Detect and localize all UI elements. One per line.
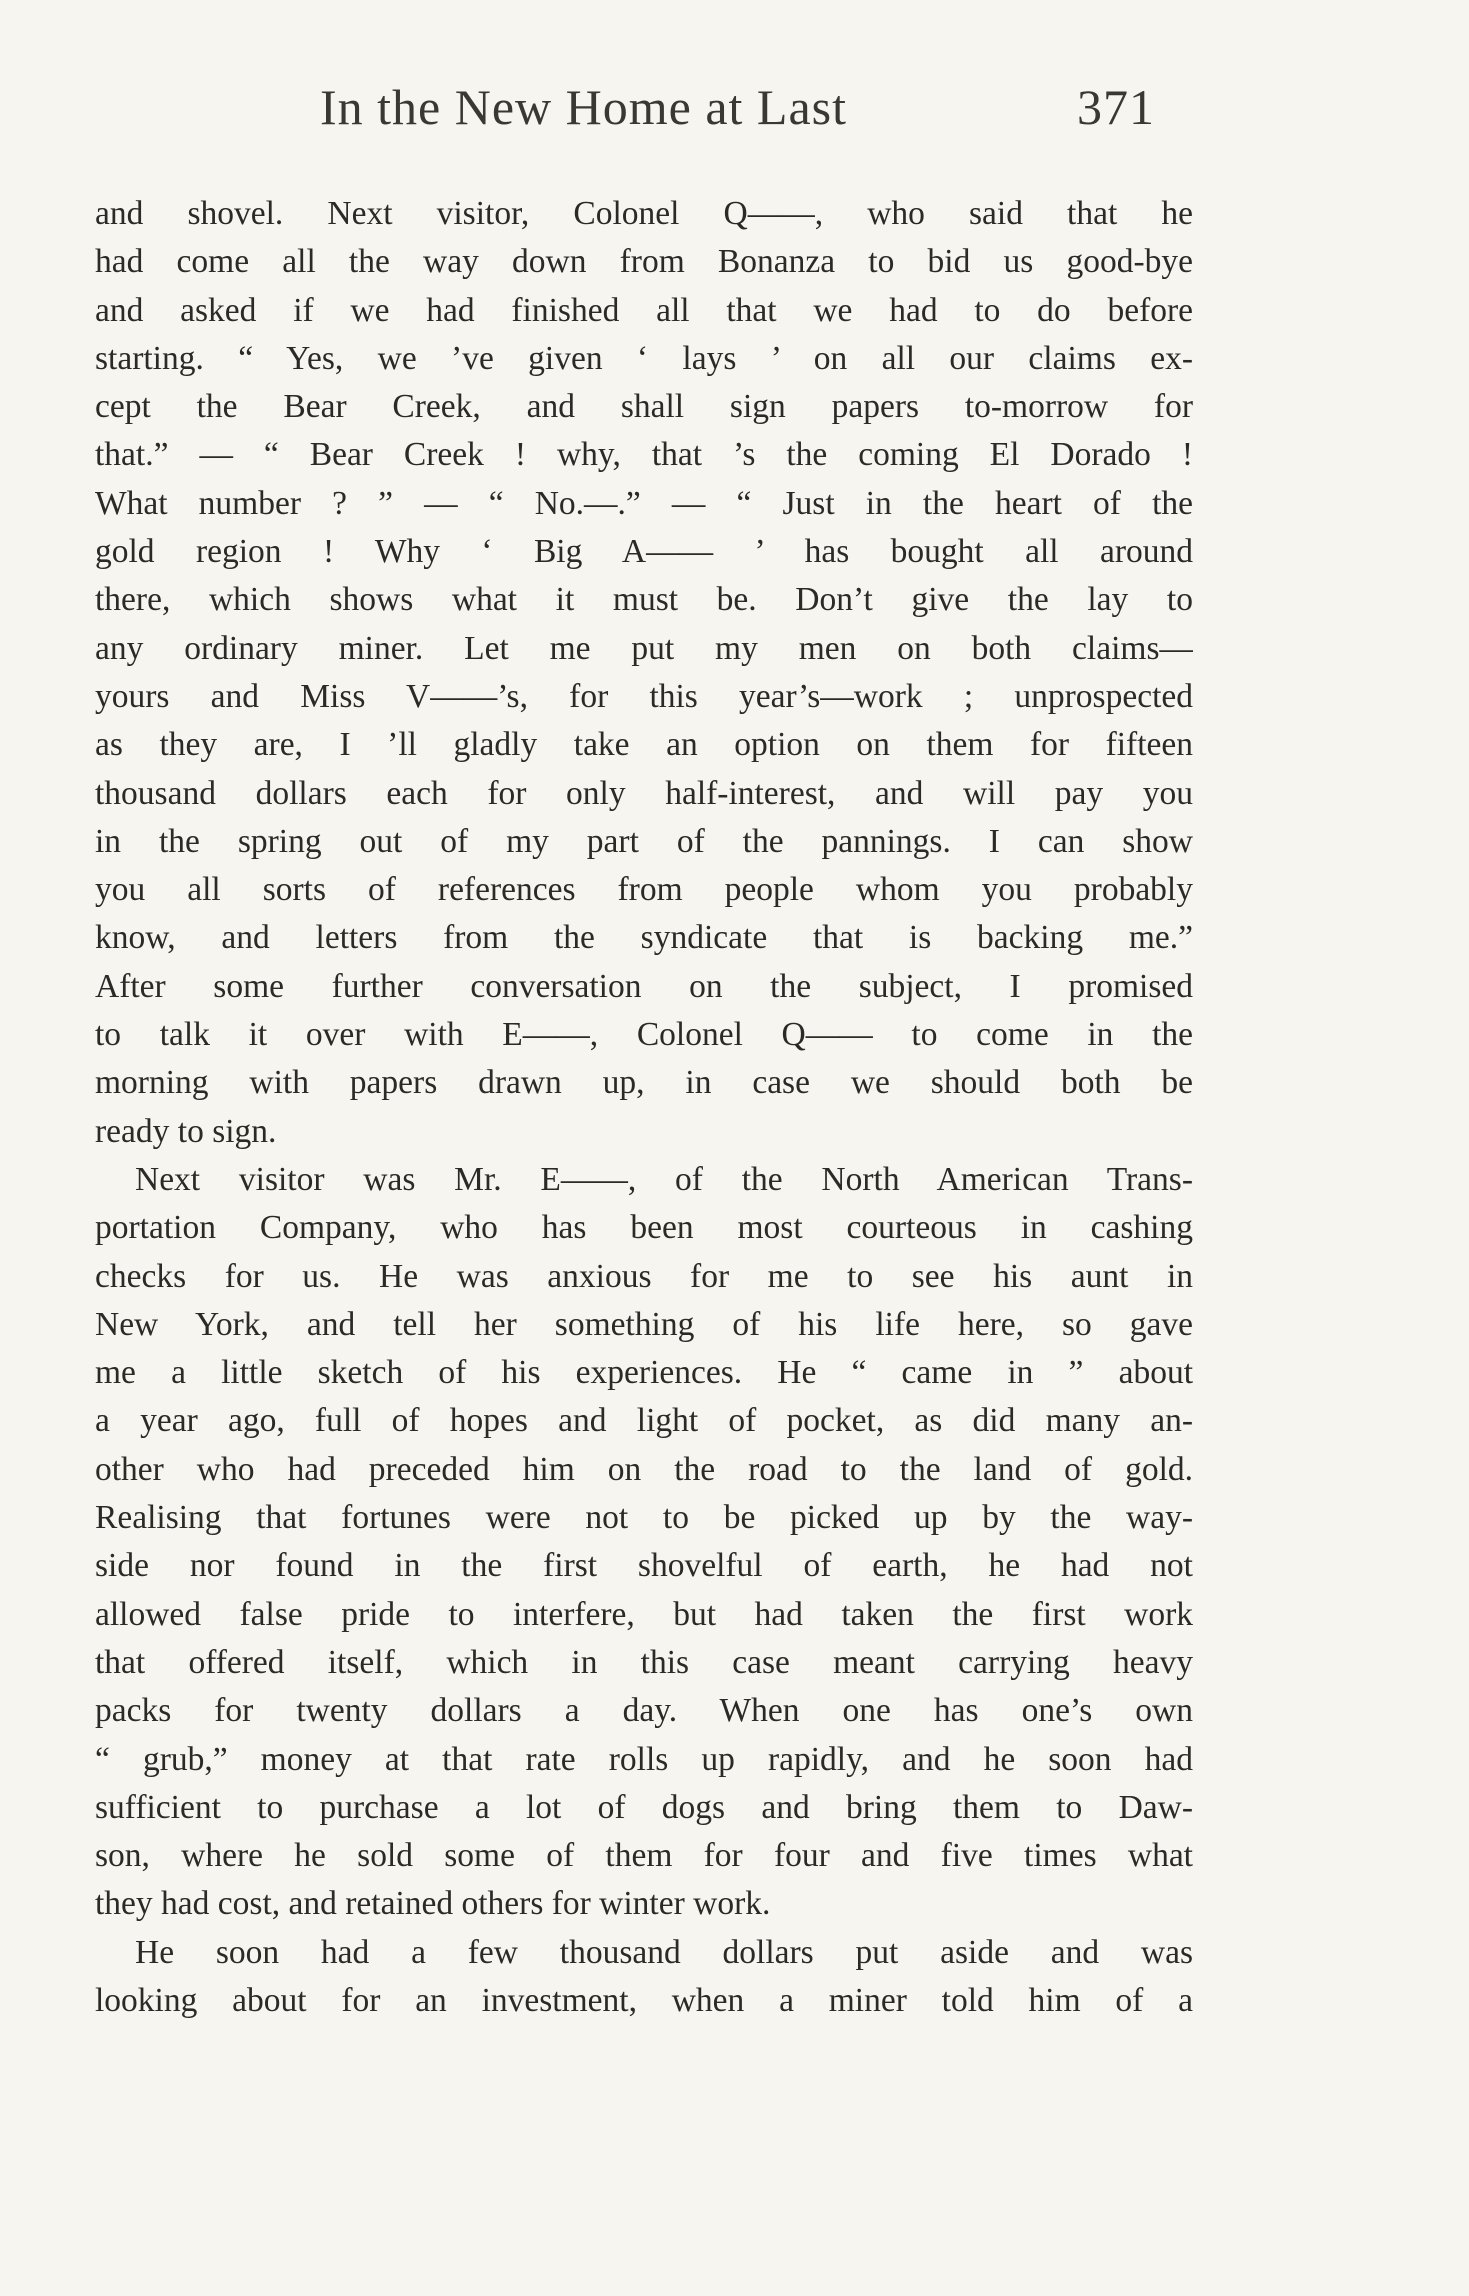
text-line: morning with papers drawn up, in case we should both be <box>95 1064 1193 1102</box>
text-line: in the spring out of my part of the pannings. I can show <box>95 822 1193 860</box>
text-line: After some further conversation on the subject, I promised <box>95 967 1193 1005</box>
paragraph <box>95 1156 1193 1929</box>
text-line: side nor found in the first shovelful of earth, he had not <box>95 1547 1193 1585</box>
text-line: that offered itself, which in this case meant carrying heavy <box>95 1643 1193 1681</box>
text-line: packs for twenty dollars a day. When one has one’s own <box>95 1692 1193 1730</box>
text-line: son, where he sold some of them for four and five times what <box>95 1837 1193 1875</box>
body-text <box>95 190 1193 2025</box>
text-line: allowed false pride to interfere, but had taken the first work <box>95 1595 1193 1633</box>
text-line: as they are, I ’ll gladly take an option on them for fifteen <box>95 726 1193 764</box>
text-line: and shovel. Next visitor, Colonel Q——, who said that he <box>95 195 1193 232</box>
text-line: that.” — “ Bear Creek ! why, that ’s the coming El Dorado ! <box>95 436 1193 474</box>
text-line: checks for us. He was anxious for me to see his aunt in <box>95 1257 1193 1295</box>
text-line: there, which shows what it must be. Don’t give the lay to <box>95 581 1193 619</box>
text-line: yours and Miss V——’s, for this year’s—work ; unprospected <box>95 677 1193 715</box>
text-line: me a little sketch of his experiences. He “ came in ” about <box>95 1354 1193 1392</box>
text-line: other who had preceded him on the road to the land of gold. <box>95 1450 1193 1488</box>
text-line: portation Company, who has been most courteous in cashing <box>95 1209 1193 1247</box>
text-line: gold region ! Why ‘ Big A—— ’ has bought all around <box>95 533 1193 571</box>
text-line: New York, and tell her something of his life here, so gave <box>95 1305 1193 1343</box>
text-line: He soon had a few thousand dollars put aside and was <box>135 1933 1193 1971</box>
text-line: sufficient to purchase a lot of dogs and bring them to Daw- <box>95 1788 1193 1826</box>
running-head <box>320 78 1155 138</box>
text-line: thousand dollars each for only half-interest, and will pay you <box>95 774 1193 812</box>
page-number: 371 <box>1077 79 1155 135</box>
text-line: Next visitor was Mr. E——, of the North American Trans- <box>135 1160 1193 1198</box>
paragraph <box>95 190 1193 1156</box>
text-line: looking about for an investment, when a miner told him of a <box>95 1981 1193 2019</box>
text-line: to talk it over with E——, Colonel Q—— to come in the <box>95 1016 1193 1054</box>
text-line: know, and letters from the syndicate that is backing me.” <box>95 919 1193 957</box>
text-line: starting. “ Yes, we ’ve given ‘ lays ’ on all our claims ex- <box>95 339 1193 377</box>
text-line: they had cost, and retained others for winter work. <box>95 1885 771 1923</box>
text-line: Realising that fortunes were not to be picked up by the way- <box>95 1499 1193 1537</box>
text-line: cept the Bear Creek, and shall sign papers to-morrow for <box>95 388 1193 426</box>
text-line: “ grub,” money at that rate rolls up rapidly, and he soon had <box>95 1740 1193 1778</box>
paragraph <box>95 1929 1193 2026</box>
text-line: any ordinary miner. Let me put my men on both claims— <box>95 629 1193 667</box>
text-line: a year ago, full of hopes and light of pocket, as did many an- <box>95 1402 1193 1440</box>
text-line: ready to sign. <box>95 1112 277 1150</box>
text-line: you all sorts of references from people whom you probably <box>95 871 1193 909</box>
running-title: In the New Home at Last <box>320 79 848 135</box>
text-line: and asked if we had finished all that we had to do before <box>95 291 1193 329</box>
text-line: What number ? ” — “ No.—.” — “ Just in the heart of the <box>95 484 1193 522</box>
text-line: had come all the way down from Bonanza to bid us good-bye <box>95 243 1193 281</box>
